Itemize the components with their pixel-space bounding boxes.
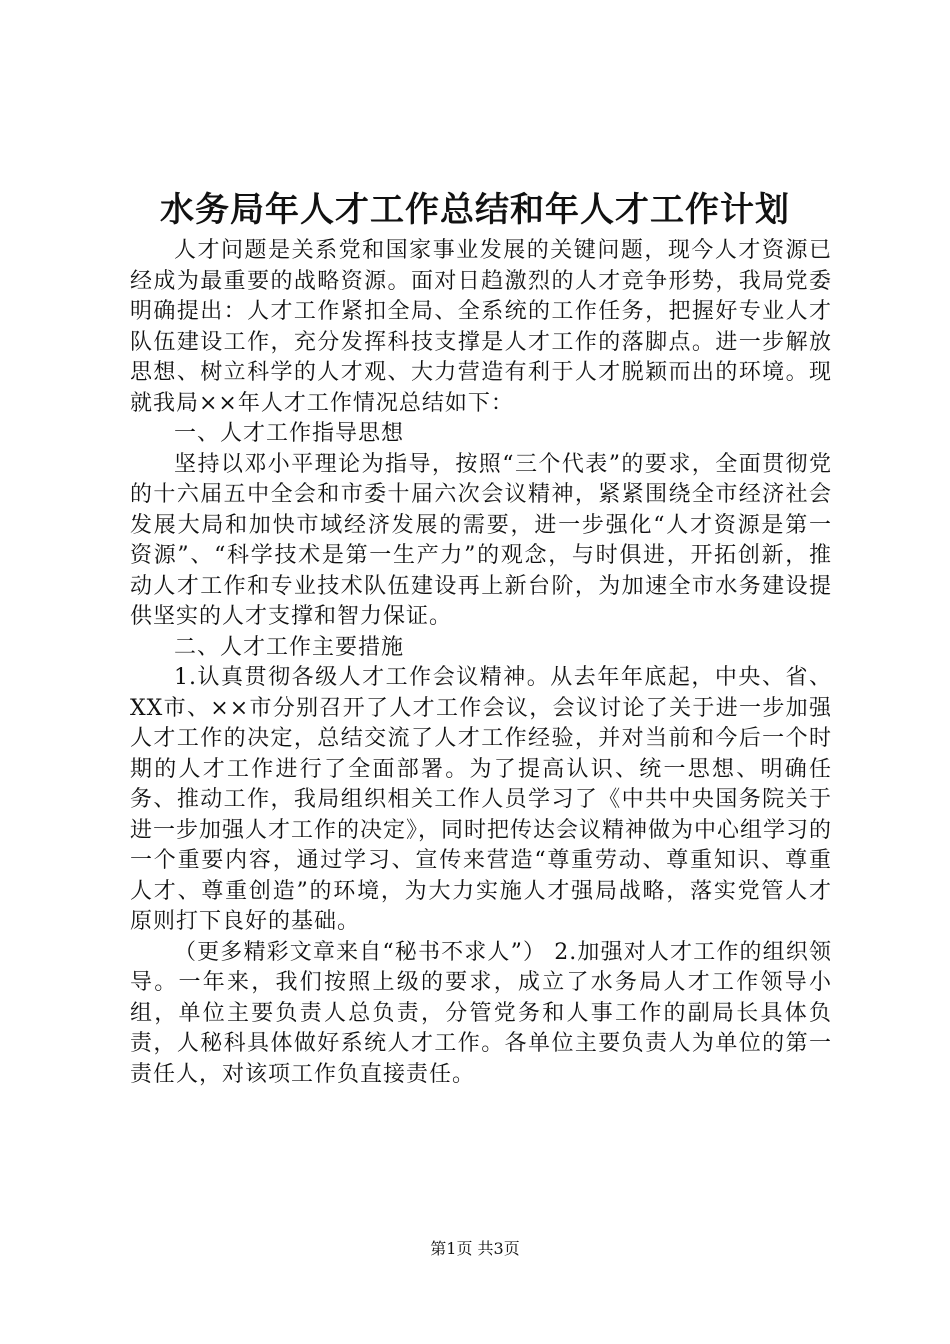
page-footer: 第1页 共3页 — [430, 1239, 520, 1258]
paragraph-intro: 人才问题是关系党和国家事业发展的关键问题，现今人才资源已经成为最重要的战略资源。面对日趋激烈的人才竞争形势，我局党委明确提出：人才工作紧扣全局、全系统的工作任务，把握好专业人才队伍建设工作，充分发挥科技支撑是人才工作的落脚点。进一步解放思想、树立科学的人才观、大力营造有利于人才脱颖而出的环境。现就我局××年人才工作情况总结如下： — [130, 238, 832, 416]
paragraph-measure-1: 1.认真贯彻各级人才工作会议精神。从去年年底起，中央、省、XX市、××市分别召开了人才工作会议，会议讨论了关于进一步加强人才工作的决定，总结交流了人才工作经验，并对当前和今后一个时期的人才工作进行了全面部署。为了提高认识、统一思想、明确任务、推动工作，我局组织相关工作人员学习了《中共中央国务院关于进一步加强人才工作的决定》，同时把传达会议精神做为中心组学习的一个重要内容，通过学习、宣传来营造“尊重劳动、尊重知识、尊重人才、尊重创造”的环境，为大力实施人才强局战略，落实党管人才原则打下良好的基础。 — [130, 665, 833, 934]
paragraph-guiding-thought: 坚持以邓小平理论为指导，按照“三个代表”的要求，全面贯彻党的十六届五中全会和市委十届六次会议精神，紧紧围绕全市经济社会发展大局和加快市域经济发展的需要，进一步强化“人才资源是第一资源”、“科学技术是第一生产力”的观念，与时俱进，开拓创新，推动人才工作和专业技术队伍建设再上新台阶，为加速全市水务建设提供坚实的人才支撑和智力保证。 — [130, 451, 832, 629]
paragraph-measure-2: （更多精彩文章来自“秘书不求人”） 2.加强对人才工作的组织领导。一年来，我们按照上级的要求，成立了水务局人才工作领导小组，单位主要负责人总负责，分管党务和人事工作的副局长具体负责，人秘科具体做好系统人才工作。各单位主要负责人为单位的第一责任人，对该项工作负直接责任。 — [130, 939, 832, 1087]
document-title: 水务局年人才工作总结和年人才工作计划 — [160, 190, 790, 230]
document-body — [130, 236, 832, 1090]
section-heading-2: 二、人才工作主要措施 — [174, 634, 405, 660]
section-heading-1: 一、人才工作指导思想 — [174, 421, 405, 446]
